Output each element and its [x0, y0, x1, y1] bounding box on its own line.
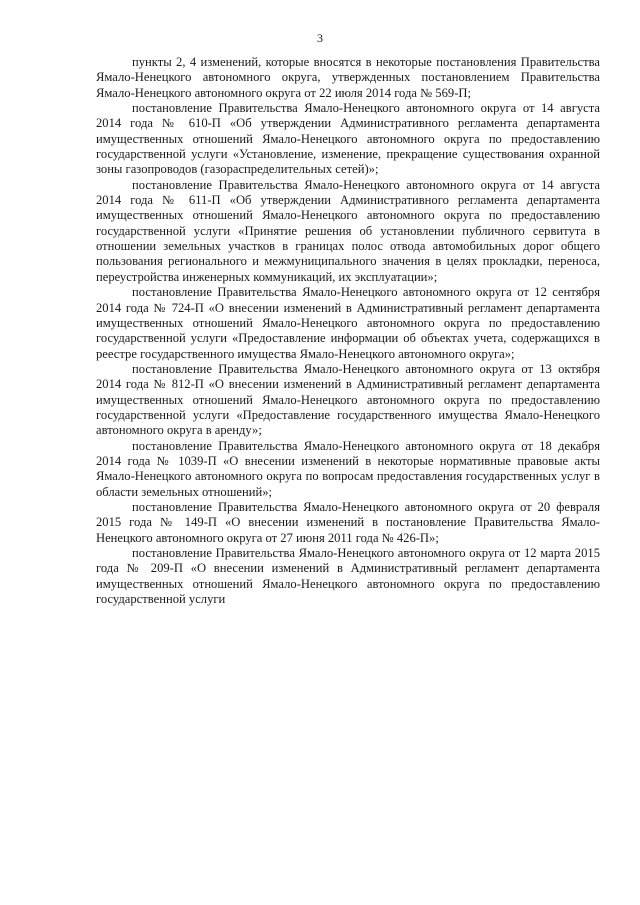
document-body [96, 55, 600, 607]
paragraph-resolution-569: пункты 2, 4 изменений, которые вносятся в некоторые постановления Правительства Ямало-Ненецкого автономного округа, утвержденных постановлением Правительства Ямало-Ненецкого автономного округа от 22 июля 2014 года № 569-П; [96, 55, 600, 100]
paragraph-resolution-611: постановление Правительства Ямало-Ненецкого автономного округа от 14 августа 2014 года № 611-П «Об утверждении Административного регламента департамента имущественных отношений Ямало-Ненецкого автономного округа по предоставлению государственной услуги «Принятие решения об установлении публичного сервитута в отношении земельных участков в границах полос отвода автомобильных дорог общего пользования регионального и межмуниципального значения в целях прокладки, переноса, переустройства инженерных коммуникаций, их эксплуатации»; [96, 177, 600, 284]
paragraph-resolution-812: постановление Правительства Ямало-Ненецкого автономного округа от 13 октября 2014 года № 812-П «О внесении изменений в Административный регламент департамента имущественных отношений Ямало-Ненецкого автономного округа по предоставлению государственной услуги «Предоставление государственного имущества Ямало-Ненецкого автономного округа в аренду»; [96, 361, 600, 438]
paragraph-resolution-1039: постановление Правительства Ямало-Ненецкого автономного округа от 18 декабря 2014 года № 1039-П «О внесении изменений в некоторые нормативные правовые акты Ямало-Ненецкого автономного округа по вопросам предоставления государственных услуг в области земельных отношений»; [96, 438, 600, 499]
paragraph-resolution-724: постановление Правительства Ямало-Ненецкого автономного округа от 12 сентября 2014 года № 724-П «О внесении изменений в Административный регламент департамента имущественных отношений Ямало-Ненецкого автономного округа по предоставлению государственной услуги «Предоставление информации об объектах учета, содержащихся в реестре государственного имущества Ямало-Ненецкого автономного округа»; [96, 285, 600, 361]
paragraph-resolution-149: постановление Правительства Ямало-Ненецкого автономного округа от 20 февраля 2015 года № 149-П «О внесении изменений в постановление Правительства Ямало-Ненецкого автономного округа от 27 июня 2011 года № 426-П»; [96, 499, 600, 545]
page-number: 3 [317, 31, 323, 45]
paragraph-resolution-610: постановление Правительства Ямало-Ненецкого автономного округа от 14 августа 2014 года № 610-П «Об утверждении Административного регламента департамента имущественных отношений Ямало-Ненецкого автономного округа по предоставлению государственной услуги «Установление, изменение, прекращение существования охранной зоны газопроводов (газораспределительных сетей)»; [96, 101, 600, 177]
paragraph-resolution-209: постановление Правительства Ямало-Ненецкого автономного округа от 12 марта 2015 года № 209-П «О внесении изменений в Административный регламент департамента имущественных отношений Ямало-Ненецкого автономного округа по предоставлению государственной услуги [96, 546, 600, 607]
